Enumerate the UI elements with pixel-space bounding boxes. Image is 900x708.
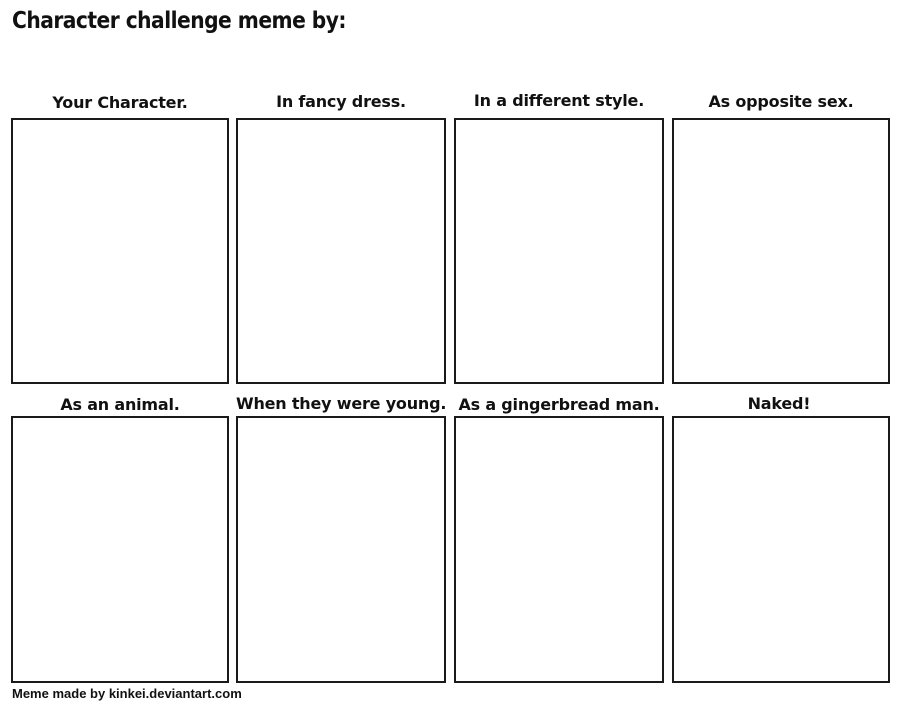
drawing-panel xyxy=(236,416,446,683)
panel-cell xyxy=(236,92,446,384)
panel-label: As opposite sex. xyxy=(708,92,854,111)
drawing-panel xyxy=(672,416,890,683)
panel-cell xyxy=(236,394,446,683)
panel-cell xyxy=(454,394,664,683)
panel-label: Your Character. xyxy=(52,93,188,112)
drawing-panel xyxy=(454,416,664,683)
panel-label: In a different style. xyxy=(473,91,645,110)
panel-cell xyxy=(454,92,664,384)
panel-label: As a gingerbread man. xyxy=(458,395,660,414)
drawing-panel xyxy=(672,118,890,384)
panel-cell xyxy=(11,394,229,683)
drawing-panel xyxy=(11,118,229,384)
panel-cell xyxy=(672,394,890,683)
panel-cell xyxy=(11,92,229,384)
drawing-panel xyxy=(454,118,664,384)
panel-label: Naked! xyxy=(747,394,811,413)
panel-cell xyxy=(672,92,890,384)
page-title: Character challenge meme by: xyxy=(12,8,347,34)
panel-label: As an animal. xyxy=(60,395,180,414)
drawing-panel xyxy=(236,118,446,384)
panel-label: When they were young. xyxy=(236,394,447,413)
panel-label: In fancy dress. xyxy=(276,92,406,111)
footer-credit: Meme made by kinkei.deviantart.com xyxy=(12,686,242,701)
drawing-panel xyxy=(11,416,229,683)
